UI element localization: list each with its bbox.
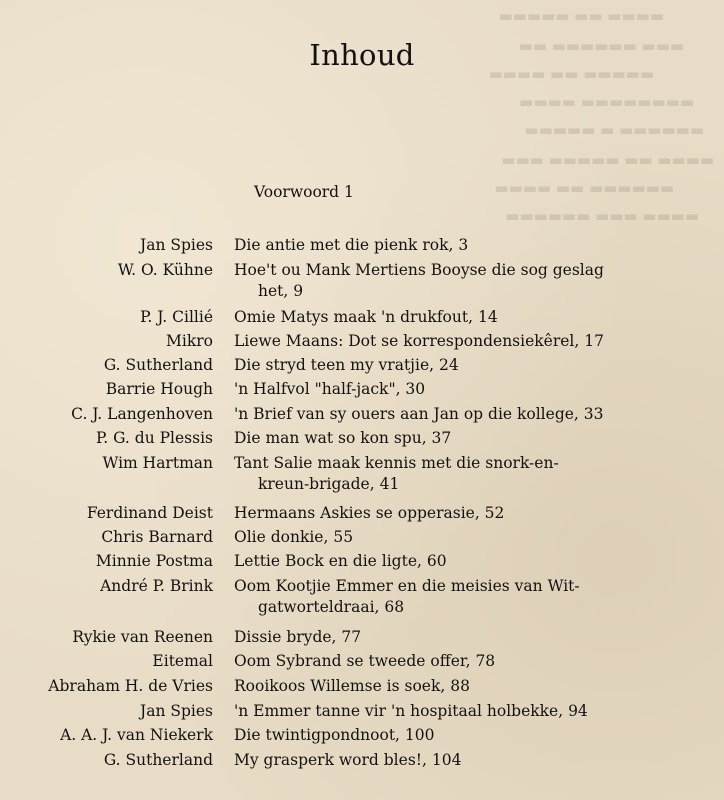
- toc-author: G. Sutherland: [103, 751, 213, 769]
- toc-author: G. Sutherland: [103, 356, 213, 374]
- toc-author: André P. Brink: [100, 577, 213, 595]
- toc-author: Mikro: [166, 332, 213, 350]
- toc-author: Barrie Hough: [105, 380, 213, 398]
- toc-title-continuation: kreun-brigade, 41: [258, 475, 400, 493]
- toc-title: Liewe Maans: Dot se korrespondensiekêrel, 17: [234, 332, 604, 350]
- show-through-texture: ▬▬▬▬▬ ▬▬ ▬▬▬▬ ▬▬ ▬▬▬▬▬▬ ▬▬▬ ▬▬▬▬ ▬▬ ▬▬▬▬▬ ▬▬▬▬ ▬▬▬▬▬▬▬▬ ▬▬▬▬▬ ▬ ▬▬▬▬▬▬ ▬▬▬ ▬▬▬▬▬ ▬▬ ▬▬▬▬ ▬▬▬▬ ▬▬ ▬▬▬▬▬▬ ▬▬▬▬▬▬ ▬▬▬ ▬▬▬▬: [488, 7, 714, 225]
- toc-author: Eitemal: [152, 652, 213, 670]
- toc-title: My grasperk word bles!, 104: [234, 751, 462, 769]
- page-title: Inhoud: [309, 38, 415, 72]
- toc-title: [234, 453, 684, 495]
- toc-author: Wim Hartman: [102, 454, 213, 472]
- foreword-entry: Voorwoord 1: [254, 183, 354, 201]
- toc-title: 'n Emmer tanne vir 'n hospitaal holbekke, 94: [234, 702, 588, 720]
- toc-title: Rooikoos Willemse is soek, 88: [234, 677, 470, 695]
- toc-title: Dissie bryde, 77: [234, 628, 362, 646]
- toc-author: P. J. Cillié: [140, 308, 213, 326]
- toc-author: P. G. du Plessis: [95, 429, 213, 447]
- toc-author: Rykie van Reenen: [72, 628, 213, 646]
- toc-author: Jan Spies: [140, 702, 213, 720]
- toc-title: 'n Halfvol "half-jack", 30: [234, 380, 426, 398]
- toc-author: Chris Barnard: [101, 528, 213, 546]
- toc-title: Hermaans Askies se opperasie, 52: [234, 504, 505, 522]
- toc-author: C. J. Langenhoven: [71, 405, 213, 423]
- toc-title-line: Hoe't ou Mank Mertiens Booyse die sog geslag: [234, 261, 604, 279]
- toc-title: Olie donkie, 55: [234, 528, 354, 546]
- toc-title: Die stryd teen my vratjie, 24: [234, 356, 459, 374]
- toc-author: A. A. J. van Niekerk: [60, 726, 213, 744]
- toc-title: 'n Brief van sy ouers aan Jan op die kollege, 33: [234, 405, 604, 423]
- toc-author: Abraham H. de Vries: [48, 677, 213, 695]
- toc-title: Die antie met die pienk rok, 3: [234, 236, 469, 254]
- toc-title-continuation: het, 9: [258, 282, 304, 300]
- toc-author: Minnie Postma: [95, 552, 213, 570]
- toc-title: [234, 576, 684, 618]
- toc-author: Ferdinand Deist: [86, 504, 213, 522]
- toc-title-line: Tant Salie maak kennis met die snork-en-: [234, 454, 559, 472]
- toc-title: Die man wat so kon spu, 37: [234, 429, 452, 447]
- toc-title: Omie Matys maak 'n drukfout, 14: [234, 308, 498, 326]
- toc-title-line: Oom Kootjie Emmer en die meisies van Wit-: [234, 577, 580, 595]
- toc-title: [234, 260, 684, 302]
- toc-title: Lettie Bock en die ligte, 60: [234, 552, 447, 570]
- toc-author: Jan Spies: [140, 236, 213, 254]
- toc-author: W. O. Kühne: [117, 261, 213, 279]
- toc-title-continuation: gatworteldraai, 68: [258, 598, 405, 616]
- toc-title: Oom Sybrand se tweede offer, 78: [234, 652, 496, 670]
- toc-title: Die twintigpondnoot, 100: [234, 726, 435, 744]
